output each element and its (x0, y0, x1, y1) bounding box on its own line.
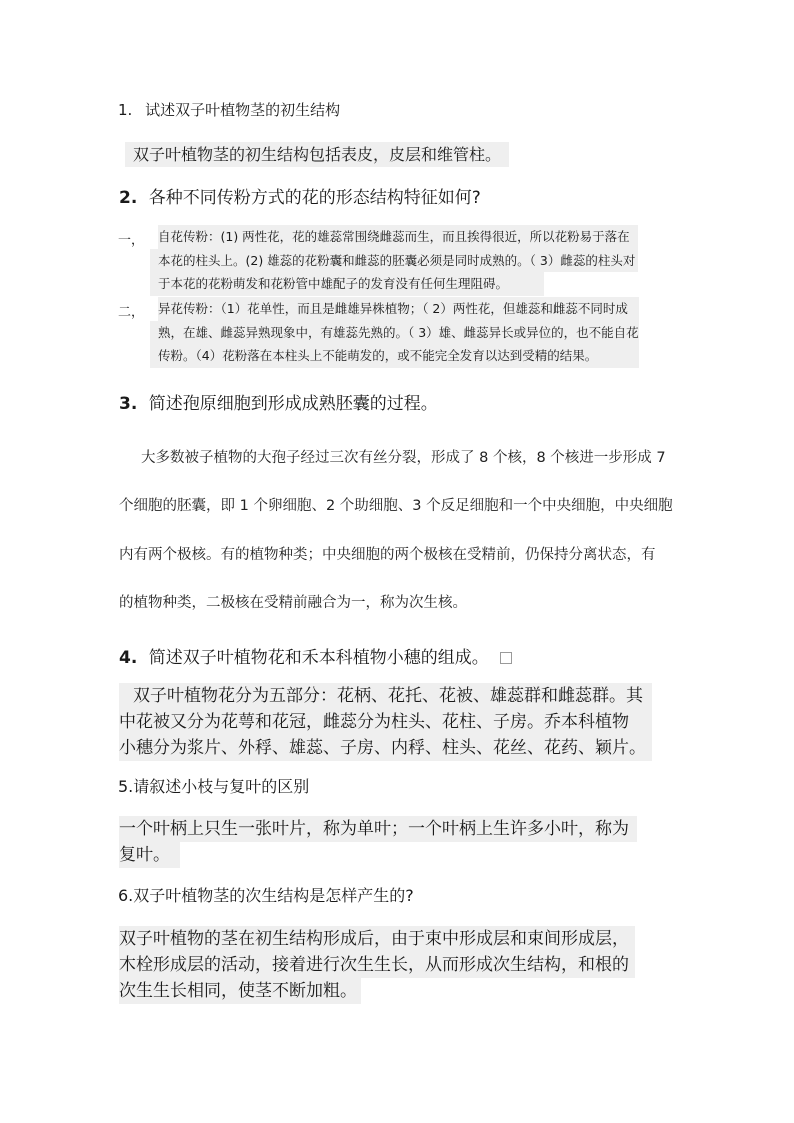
question-2-number: 2. (119, 188, 138, 208)
question-1-number: 1. (118, 101, 133, 119)
answer-4-line-1: 双子叶植物花分为五部分：花柄、花托、花被、雄蕊群和雌蕊群。其 (119, 683, 652, 709)
question-2 (119, 183, 481, 208)
answer-6-line-2: 木栓形成层的活动，接着进行次生生长，从而形成次生结构，和根的 (119, 952, 635, 978)
question-6: 6.双子叶植物茎的次生结构是怎样产生的? (118, 886, 414, 905)
answer-2-2-line-2: 熟，在雄、雌蕊异熟现象中，有雄蕊先熟的。（ 3）雄、雌蕊异长或异位的，也不能自花 (150, 321, 639, 345)
question-3 (119, 389, 438, 414)
answer-2-paragraph-2 (158, 297, 639, 368)
answer-3-line-1: 大多数被子植物的大孢子经过三次有丝分裂，形成了 8 个核，8 个核进一步形成 7 (141, 450, 666, 466)
question-2-title: 各种不同传粉方式的花的形态结构特征如何? (148, 188, 481, 208)
question-3-title: 简述孢原细胞到形成成熟胚囊的过程。 (148, 394, 438, 414)
answer-2-2-line-1: 异花传粉：（1）花单性，而且是雌雄异株植物；（ 2）两性花，但雄蕊和雌蕊不同时成 (158, 297, 639, 321)
answer-5 (119, 816, 637, 868)
answer-2-paragraph-1 (158, 225, 638, 296)
question-5: 5.请叙述小枝与复叶的区别 (118, 777, 310, 796)
answer-2-marker-1: 一， (118, 233, 145, 248)
answer-6 (119, 926, 635, 1004)
question-4 (119, 643, 512, 668)
question-4-title: 简述双子叶植物花和禾本科植物小穗的组成。 (148, 648, 489, 668)
answer-1: 双子叶植物茎的初生结构包括表皮，皮层和维管柱。 (125, 142, 509, 167)
placeholder-box-icon (500, 652, 512, 664)
answer-2-1-line-1: 自花传粉：(1) 两性花，花的雄蕊常围绕雌蕊而生，而且挨得很近，所以花粉易于落在 (158, 225, 638, 249)
answer-3-line-3: 内有两个极核。有的植物种类；中央细胞的两个极核在受精前，仍保持分离状态，有 (119, 547, 656, 563)
answer-5-line-1: 一个叶柄上只生一张叶片，称为单叶；一个叶柄上生许多小叶，称为 (119, 816, 637, 842)
answer-3-line-2: 个细胞的胚囊，即 1 个卵细胞、2 个助细胞、3 个反足细胞和一个中央细胞，中央细胞 (119, 498, 673, 514)
answer-6-line-3: 次生生长相同，使茎不断加粗。 (119, 978, 361, 1004)
question-4-number: 4. (119, 648, 138, 668)
question-1 (118, 99, 340, 120)
answer-4-line-3: 小穗分为浆片、外稃、雄蕊、子房、内稃、柱头、花丝、花药、颖片。 (119, 735, 652, 761)
answer-2-marker-2: 二， (118, 305, 145, 320)
answer-3-line-4: 的植物种类，二极核在受精前融合为一，称为次生核。 (119, 595, 467, 611)
answer-6-line-1: 双子叶植物的茎在初生结构形成后，由于束中形成层和束间形成层， (119, 926, 635, 952)
answer-2-1-line-2: 本花的柱头上。(2) 雄蕊的花粉囊和雌蕊的胚囊必须是同时成熟的。（ 3）雌蕊的柱头对 (150, 249, 638, 273)
answer-4 (119, 683, 652, 761)
answer-2-2-line-3: 传粉。（4）花粉落在本柱头上不能萌发的，或不能完全发育以达到受精的结果。 (150, 344, 639, 368)
question-3-number: 3. (119, 394, 138, 414)
answer-5-line-2: 复叶。 (119, 842, 180, 868)
answer-4-line-2: 中花被又分为花萼和花冠，雌蕊分为柱头、花柱、子房。乔本科植物 (119, 709, 652, 735)
question-1-title: 试述双子叶植物茎的初生结构 (145, 101, 341, 119)
answer-2-1-line-3: 于本花的花粉萌发和花粉管中雄配子的发育没有任何生理阻碍。 (150, 272, 544, 296)
